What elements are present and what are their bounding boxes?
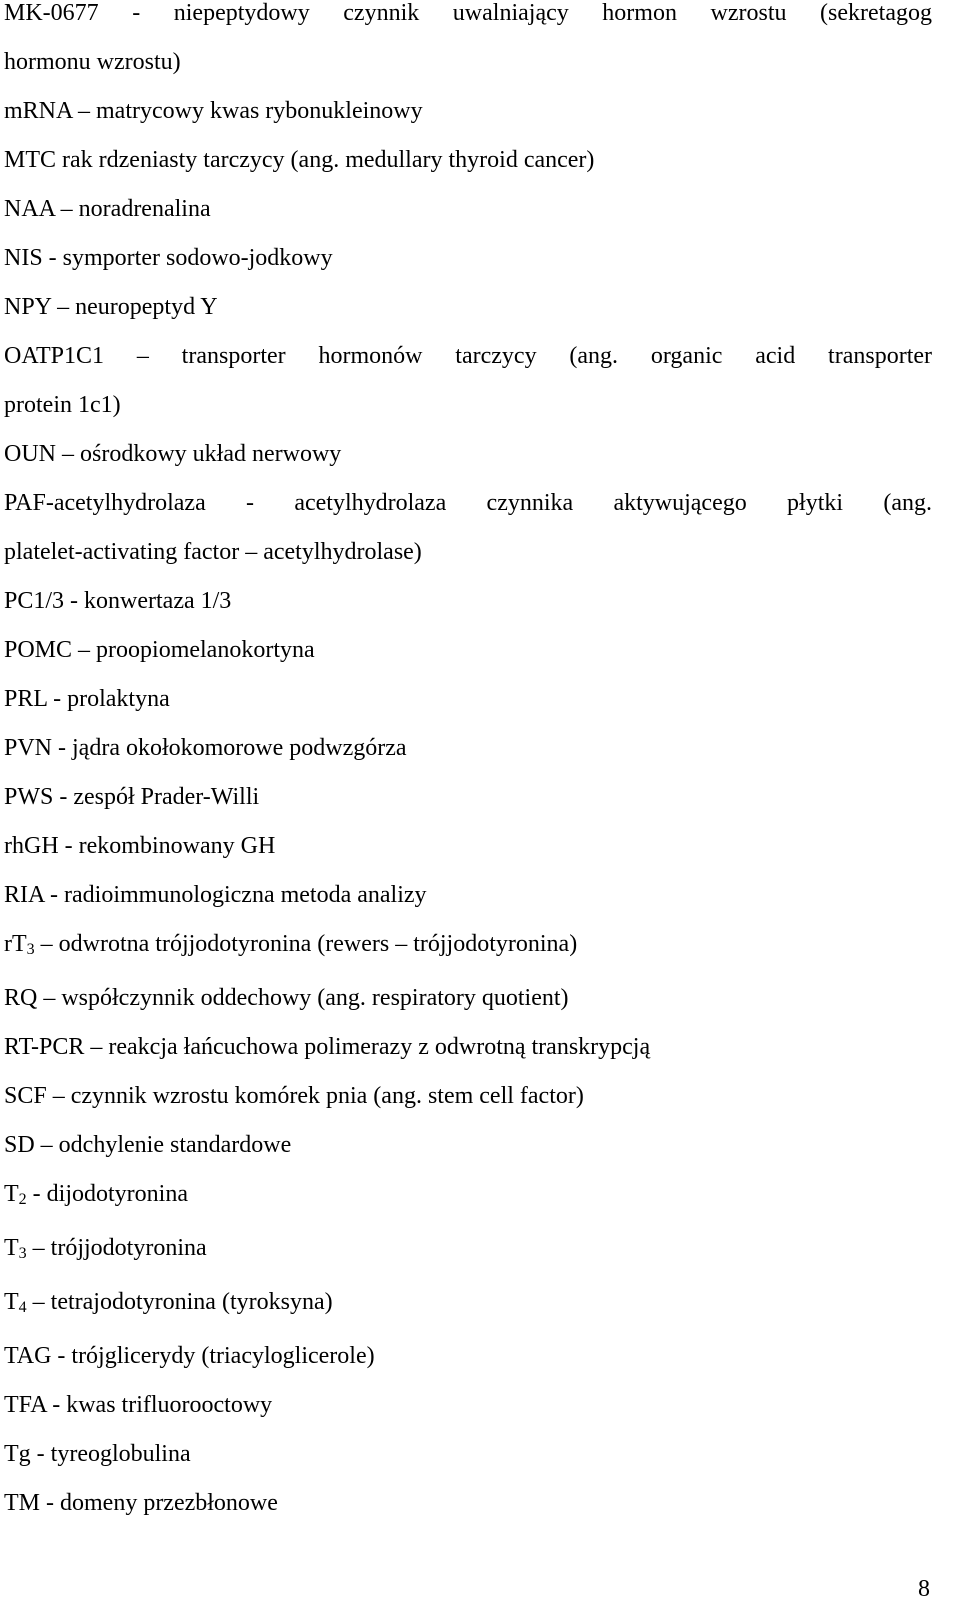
entry-line: PAF-acetylhydrolaza - acetylhydrolaza czynnika aktywującego płytki (ang. <box>4 490 932 516</box>
abbreviation-entry: OUN – ośrodkowy układ nerwowy <box>4 441 342 467</box>
page-number: 8 <box>918 1576 930 1602</box>
entry-subscript: 4 <box>18 1299 27 1316</box>
entry-subscript: 3 <box>18 1245 27 1262</box>
entry-definition: - dijodotyronina <box>26 1181 188 1207</box>
abbreviation-entry <box>4 920 932 974</box>
entry-subscript: 2 <box>18 1191 27 1208</box>
abbreviation-entry: Tg - tyreoglobulina <box>4 1441 191 1467</box>
abbreviation-entry <box>4 1224 932 1278</box>
abbreviation-entry: NIS - symporter sodowo-jodkowy <box>4 245 333 271</box>
entry-subscript: 3 <box>26 941 35 958</box>
entry-abbreviation: T <box>4 1181 19 1207</box>
abbreviation-entry: PRL - prolaktyna <box>4 686 170 712</box>
abbreviation-entry: TFA - kwas trifluorooctowy <box>4 1392 273 1418</box>
abbreviation-entry: RIA - radioimmunologiczna metoda analizy <box>4 882 427 908</box>
abbreviation-entry <box>4 332 932 430</box>
abbreviation-entry <box>4 479 932 577</box>
entry-line: hormonu wzrostu) <box>4 49 181 75</box>
abbreviation-entry: rhGH - rekombinowany GH <box>4 833 276 859</box>
abbreviation-entry: NPY – neuropeptyd Y <box>4 294 218 320</box>
abbreviation-list <box>4 0 932 1528</box>
entry-abbreviation: rT <box>4 931 27 957</box>
abbreviation-entry: TAG - trójglicerydy (triacyloglicerole) <box>4 1343 375 1369</box>
abbreviation-entry: SCF – czynnik wzrostu komórek pnia (ang. stem cell factor) <box>4 1083 584 1109</box>
abbreviation-entry: PC1/3 - konwertaza 1/3 <box>4 588 232 614</box>
abbreviation-entry: PWS - zespół Prader-Willi <box>4 784 260 810</box>
abbreviation-entry: PVN - jądra okołokomorowe podwzgórza <box>4 735 407 761</box>
abbreviation-entry: RQ – współczynnik oddechowy (ang. respiratory quotient) <box>4 985 569 1011</box>
abbreviation-entry: MTC rak rdzeniasty tarczycy (ang. medullary thyroid cancer) <box>4 147 595 173</box>
abbreviation-entry <box>4 0 932 87</box>
abbreviation-entry <box>4 1170 932 1224</box>
entry-abbreviation: T <box>4 1289 19 1315</box>
abbreviation-entry: RT-PCR – reakcja łańcuchowa polimerazy z odwrotną transkrypcją <box>4 1034 651 1060</box>
abbreviation-entry: mRNA – matrycowy kwas rybonukleinowy <box>4 98 423 124</box>
entry-abbreviation: T <box>4 1235 19 1261</box>
abbreviation-entry <box>4 1278 932 1332</box>
abbreviation-entry: POMC – proopiomelanokortyna <box>4 637 315 663</box>
abbreviation-entry: NAA – noradrenalina <box>4 196 211 222</box>
entry-definition: – tetrajodotyronina (tyroksyna) <box>26 1289 333 1315</box>
entry-line: protein 1c1) <box>4 392 121 418</box>
entry-definition: – odwrotna trójjodotyronina (rewers – trójjodotyronina) <box>34 931 578 957</box>
entry-line: MK-0677 - niepeptydowy czynnik uwalniający hormon wzrostu (sekretagog <box>4 0 932 26</box>
abbreviation-entry: TM - domeny przezbłonowe <box>4 1490 278 1516</box>
entry-line: platelet-activating factor – acetylhydrolase) <box>4 539 422 565</box>
entry-line: OATP1C1 – transporter hormonów tarczycy (ang. organic acid transporter <box>4 343 932 369</box>
abbreviation-entry: SD – odchylenie standardowe <box>4 1132 292 1158</box>
entry-definition: – trójjodotyronina <box>26 1235 207 1261</box>
